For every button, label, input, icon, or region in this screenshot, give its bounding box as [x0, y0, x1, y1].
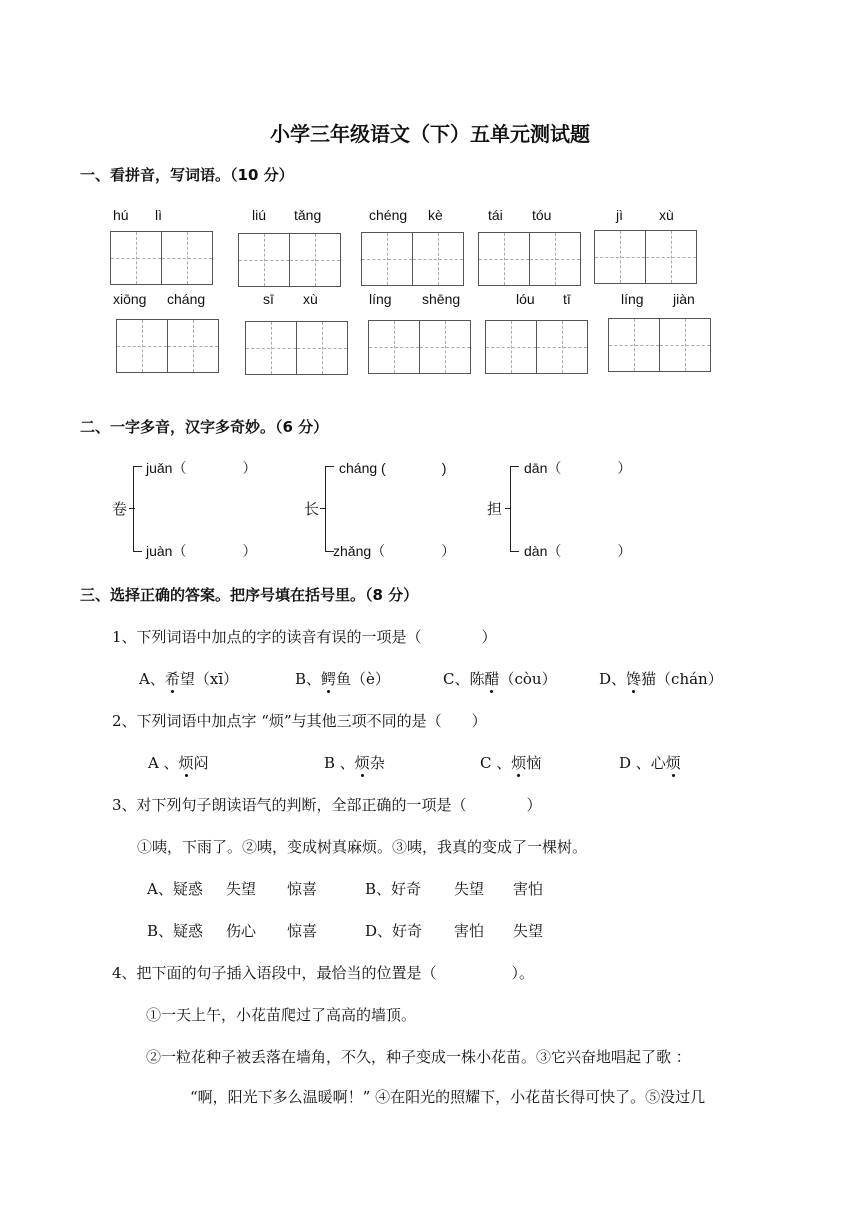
option-word: 伤心 — [226, 922, 257, 940]
reading-top[interactable]: dān（ ） — [524, 460, 632, 476]
dotted-char: 希 — [164, 670, 180, 688]
pinyin-syllable: sī — [263, 291, 274, 307]
writing-cell[interactable] — [362, 233, 413, 285]
pinyin-syllable: xù — [303, 291, 318, 307]
pinyin-syllable: chéng — [369, 207, 408, 223]
option[interactable]: B、疑惑 — [147, 922, 204, 940]
option-text: 望（xī） — [179, 670, 239, 688]
reading-bottom[interactable]: juàn（ ） — [146, 543, 257, 559]
pinyin-syllable: liú — [252, 207, 267, 223]
reading-top[interactable]: cháng ( ) — [339, 460, 447, 476]
option-text: 闷 — [193, 754, 209, 772]
section-2-heading: 二、一字多音，汉字多奇妙。（6 分） — [80, 418, 329, 436]
dotted-char: 烦 — [178, 754, 194, 772]
pinyin-syllable: lóu — [516, 291, 535, 307]
writing-cell[interactable] — [609, 319, 660, 371]
writing-cell[interactable] — [530, 233, 580, 285]
option[interactable]: A、疑惑 — [147, 880, 203, 898]
option-text: A 、 — [148, 754, 179, 772]
option[interactable]: B、好奇 — [365, 880, 422, 898]
question-3-sentences: ①咦，下雨了。②咦，变成树真麻烦。③咦，我真的变成了一棵树。 — [137, 838, 588, 856]
option-word: 害怕 — [513, 880, 544, 898]
writing-box[interactable] — [485, 320, 588, 374]
option-text: C 、 — [480, 754, 512, 772]
reading-top[interactable]: juǎn（ ） — [146, 460, 257, 476]
option-word: 失望 — [226, 880, 257, 898]
writing-cell[interactable] — [246, 322, 297, 374]
writing-cell[interactable] — [168, 320, 218, 372]
writing-cell[interactable] — [646, 231, 696, 283]
writing-cell[interactable] — [290, 234, 340, 286]
option-text: C、陈 — [443, 670, 485, 688]
writing-box[interactable] — [238, 233, 341, 287]
option-text: 猫（chán） — [641, 670, 723, 688]
option-text: B、 — [295, 670, 322, 688]
pinyin-syllable: tǎng — [294, 207, 322, 223]
writing-cell[interactable] — [111, 232, 162, 284]
brace — [325, 466, 334, 552]
option-text: 杂 — [369, 754, 385, 772]
pinyin-syllable: tī — [563, 291, 571, 307]
brace — [510, 466, 519, 552]
question-1: 1、下列词语中加点的字的读音有误的一项是（ ） — [112, 628, 497, 646]
pinyin-syllable: jiàn — [673, 291, 695, 307]
brace-tick — [320, 508, 326, 509]
pinyin-syllable: shēng — [422, 291, 461, 307]
dotted-char: 烦 — [354, 754, 370, 772]
option-word: 惊喜 — [287, 880, 318, 898]
char-juan: 卷 — [112, 500, 128, 518]
option-word: 惊喜 — [287, 922, 318, 940]
writing-cell[interactable] — [369, 321, 420, 373]
pinyin-syllable: cháng — [167, 291, 206, 307]
brace — [133, 466, 142, 552]
option-text: （còu） — [499, 670, 557, 688]
pinyin-syllable: tái — [488, 207, 503, 223]
brace-tick — [129, 508, 135, 509]
writing-cell[interactable] — [117, 320, 168, 372]
pinyin-syllable: kè — [428, 207, 443, 223]
option[interactable]: D、好奇 — [365, 922, 423, 940]
question-4-paragraph-line-1: ②一粒花种子被丢落在墙角，不久，种子变成一株小花苗。③它兴奋地唱起了歌 ： — [146, 1048, 691, 1066]
writing-cell[interactable] — [595, 231, 646, 283]
writing-box[interactable] — [594, 230, 697, 284]
option-text: 鱼（è） — [336, 670, 390, 688]
writing-box[interactable] — [110, 231, 213, 285]
dotted-char: 烦 — [665, 754, 681, 772]
pinyin-syllable: xiōng — [113, 291, 147, 307]
writing-cell[interactable] — [162, 232, 212, 284]
option-word: 害怕 — [454, 922, 485, 940]
char-dan: 担 — [487, 500, 503, 518]
writing-cell[interactable] — [537, 321, 587, 373]
pinyin-syllable: jì — [616, 207, 623, 223]
dotted-char: 馋 — [626, 670, 642, 688]
option-text: A、 — [139, 670, 165, 688]
option-text: D 、心 — [619, 754, 666, 772]
dotted-char: 烦 — [511, 754, 527, 772]
pinyin-syllable: líng — [369, 291, 392, 307]
question-2: 2、下列词语中加点字 “烦”与其他三项不同的是（ ） — [112, 712, 487, 730]
writing-cell[interactable] — [239, 234, 290, 286]
option[interactable] — [480, 752, 541, 773]
pinyin-syllable: xù — [659, 207, 674, 223]
writing-box[interactable] — [608, 318, 711, 372]
writing-cell[interactable] — [420, 321, 470, 373]
option-word: 失望 — [513, 922, 544, 940]
writing-box[interactable] — [478, 232, 581, 286]
pinyin-syllable: tóu — [532, 207, 552, 223]
writing-cell[interactable] — [297, 322, 347, 374]
option[interactable] — [619, 752, 681, 773]
writing-box[interactable] — [245, 321, 348, 375]
dotted-char: 醋 — [484, 670, 500, 688]
pinyin-syllable: líng — [621, 291, 644, 307]
option[interactable] — [599, 668, 723, 689]
writing-cell[interactable] — [486, 321, 537, 373]
question-4-sentence-1: ①一天上午，小花苗爬过了高高的墙顶。 — [146, 1006, 417, 1024]
pinyin-syllable: hú — [113, 207, 129, 223]
option[interactable] — [443, 668, 557, 689]
option[interactable] — [295, 668, 390, 689]
page-title: 小学三年级语文（下）五单元测试题 — [270, 122, 590, 146]
option-text: 恼 — [526, 754, 542, 772]
option-text: B 、 — [324, 754, 355, 772]
section-1-heading: 一、看拼音，写词语。（10 分） — [80, 166, 294, 184]
question-3: 3、对下列句子朗读语气的判断，全部正确的一项是（ ） — [112, 796, 542, 814]
writing-cell[interactable] — [413, 233, 463, 285]
section-3-heading: 三、选择正确的答案。把序号填在括号里。（8 分） — [80, 586, 419, 604]
writing-cell[interactable] — [660, 319, 710, 371]
option[interactable] — [148, 752, 209, 773]
question-4: 4、把下面的句子插入语段中，最恰当的位置是（ ）。 — [112, 964, 535, 982]
writing-cell[interactable] — [479, 233, 530, 285]
char-chang: 长 — [304, 500, 320, 518]
option[interactable] — [324, 752, 385, 773]
option-word: 失望 — [454, 880, 485, 898]
writing-box[interactable] — [368, 320, 471, 374]
reading-bottom[interactable]: zhǎng（ ） — [333, 543, 456, 559]
reading-bottom[interactable]: dàn（ ） — [524, 543, 632, 559]
option-text: D、 — [599, 670, 627, 688]
writing-box[interactable] — [361, 232, 464, 286]
question-4-paragraph-line-2: “啊，阳光下多么温暖啊！” ④在阳光的照耀下，小花苗长得可快了。⑤没过几 — [190, 1088, 706, 1106]
brace-tick — [505, 508, 511, 509]
dotted-char: 鳄 — [321, 670, 337, 688]
writing-box[interactable] — [116, 319, 219, 373]
option[interactable] — [139, 668, 238, 689]
pinyin-syllable: lì — [155, 207, 162, 223]
